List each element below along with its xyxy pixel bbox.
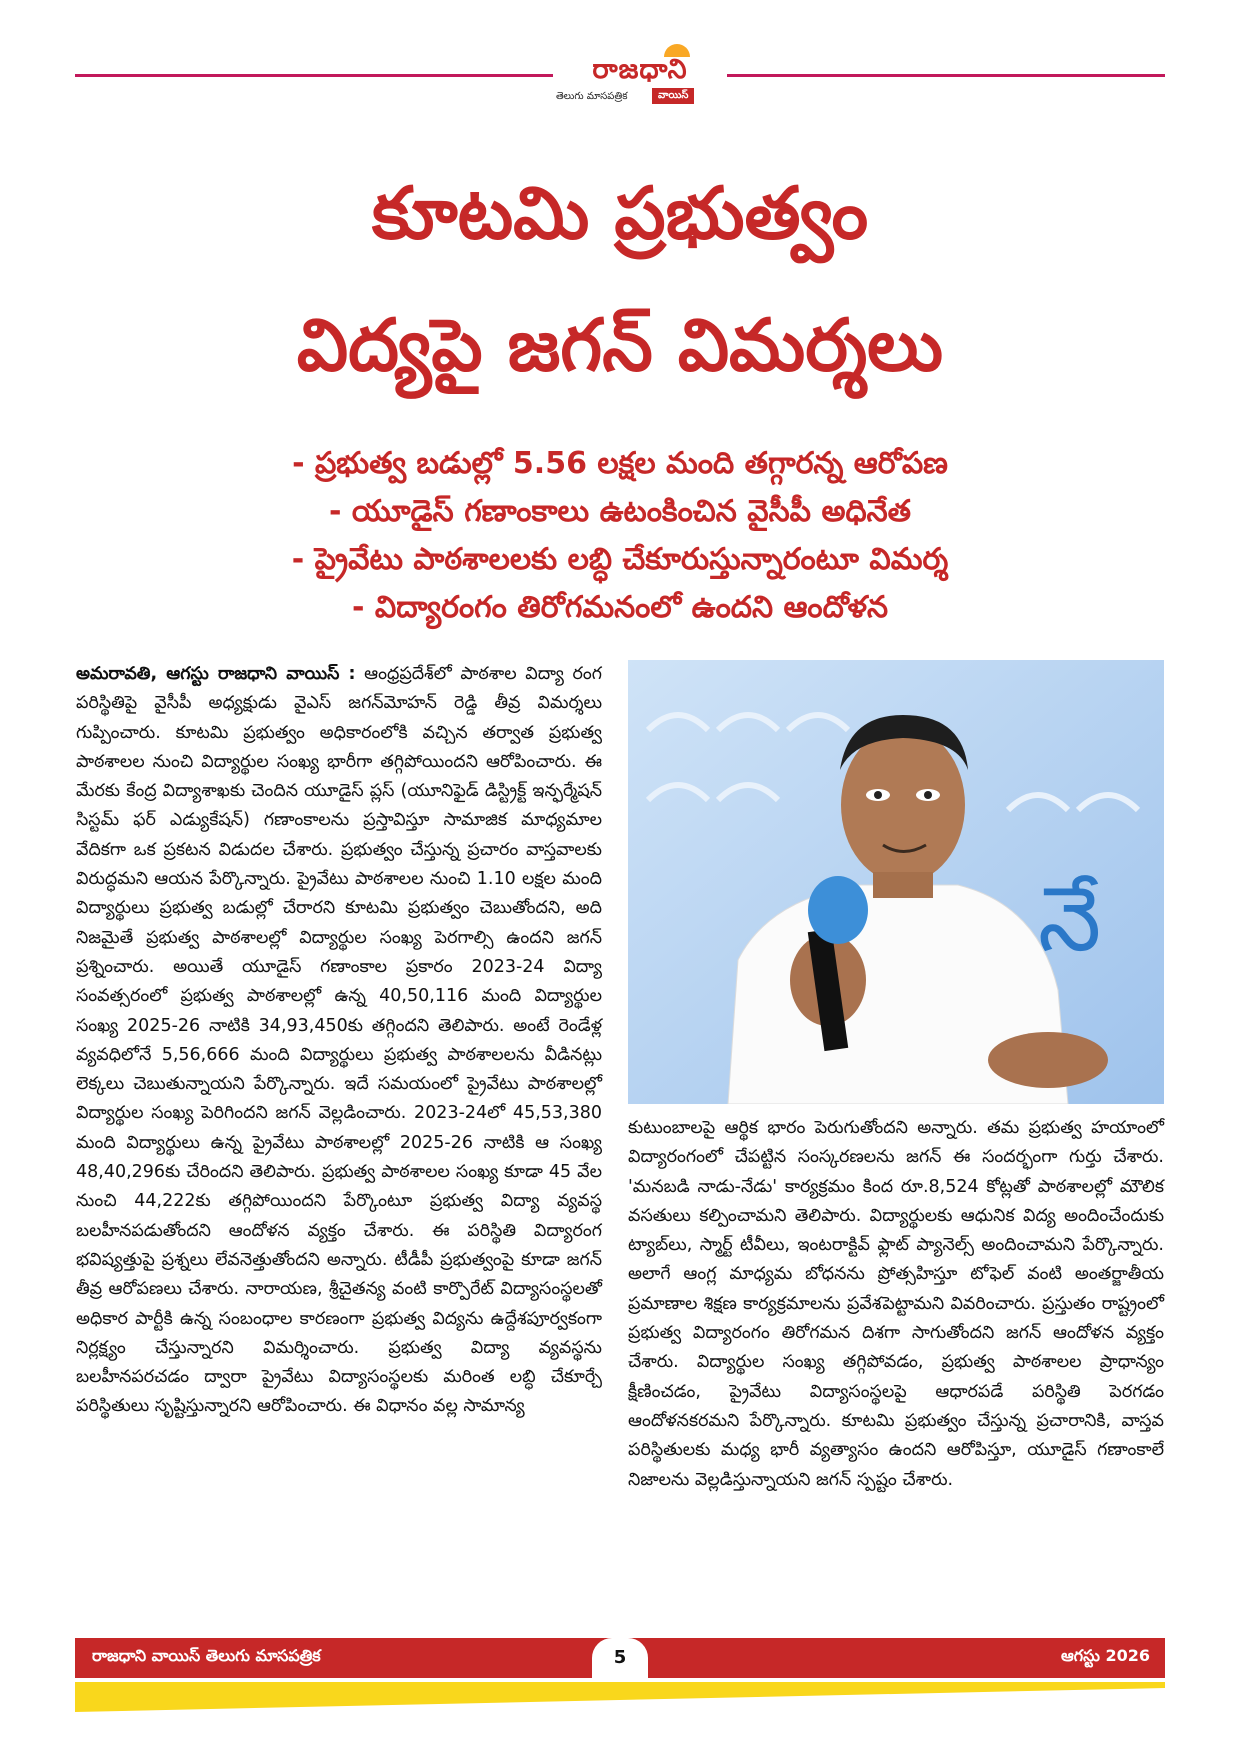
logo-title: రాజధాని	[592, 54, 688, 85]
speaker-photo-icon	[628, 660, 1164, 1104]
subheadline-list	[0, 440, 1240, 632]
header-rule-right	[727, 74, 1165, 77]
svg-text:నే: నే	[1038, 867, 1102, 972]
headline-line-2: విద్యపై జగన్ విమర్శలు	[296, 302, 944, 387]
logo-subtitle: తెలుగు మాసపత్రిక	[556, 91, 628, 102]
speaker-photo	[628, 660, 1164, 1104]
article-column-left	[76, 660, 602, 1422]
page-number: 5	[592, 1638, 648, 1678]
article-column-right	[628, 1114, 1164, 1495]
footer-issue-date: ఆగస్టు 2026	[1061, 1646, 1150, 1665]
dateline: అమరావతి, ఆగస్టు రాజధాని వాయిస్ :	[76, 664, 356, 684]
masthead-logo	[556, 52, 724, 106]
footer-publication: రాజధాని వాయిస్ తెలుగు మాసపత్రిక	[92, 1646, 321, 1665]
subheadline-item: - ప్రైవేటు పాఠశాలలకు లబ్ధి చేకూరుస్తున్నారంటూ విమర్శ	[291, 542, 949, 577]
footer-yellow-band	[75, 1682, 1165, 1712]
subheadline-item: - విద్యారంగం తిరోగమనంలో ఉందని ఆందోళన	[351, 590, 889, 625]
header-rule-left	[75, 74, 553, 77]
subheadline-item: - యూడైస్ గణాంకాలు ఉటంకించిన వైసీపీ అధినేత	[328, 494, 912, 529]
subheadline-item: - ప్రభుత్వ బడుల్లో 5.56 లక్షల మంది తగ్గారన్న ఆరోపణ	[292, 446, 948, 481]
article-body-right: కుటుంబాలపై ఆర్థిక భారం పెరుగుతోందని అన్నారు. తమ ప్రభుత్వ హయాంలో విద్యారంగంలో చేపట్టిన సంస్కరణలను జగన్ ఈ సందర్భంగా గుర్తు చేశారు. 'మనబడి నాడు-నేడు' కార్యక్రమం కింద రూ.8,524 కోట్లతో పాఠశాలల్లో మౌలిక వసతులు కల్పించామని తెలిపారు. విద్యార్థులకు ఆధునిక విద్య అందించేందుకు ట్యాబ్‌లు, స్మార్ట్ టీవీలు, ఇంటరాక్టివ్ ఫ్లాట్ ప్యానెల్స్ అందించామని పేర్కొన్నారు. అలాగే ఆంగ్ల మాధ్యమ బోధనను ప్రోత్సహిస్తూ టోఫెల్ వంటి అంతర్జాతీయ ప్రమాణాల శిక్షణ కార్యక్రమాలను ప్రవేశపెట్టామని వివరించారు. ప్రస్తుతం రాష్ట్రంలో ప్రభుత్వ విద్యారంగం తిరోగమన దిశగా సాగుతోందని జగన్ ఆందోళన వ్యక్తం చేశారు. విద్యార్థుల సంఖ్య తగ్గిపోవడం, ప్రభుత్వ పాఠశాలల ప్రాధాన్యం క్షీణించడం, ప్రైవేటు విద్యాసంస్థలపై ఆధారపడే పరిస్థితి పెరగడం ఆందోళనకరమని పేర్కొన్నారు. కూటమి ప్రభుత్వం చేస్తున్న ప్రచారానికి, వాస్తవ పరిస్థితులకు మధ్య భారీ వ్యత్యాసం ఉందని ఆరోపిస్తూ, యూడైస్ గణాంకాలే నిజాలను వెల్లడిస్తున్నాయని జగన్ స్పష్టం చేశారు.	[628, 1118, 1164, 1490]
logo-tag: వాయిస్	[652, 88, 694, 104]
article-body-left: ఆంధ్రప్రదేశ్‌లో పాఠశాల విద్యా రంగ పరిస్థితిపై వైసీపీ అధ్యక్షుడు వైఎస్ జగన్‌మోహన్ రెడ్డి తీవ్ర విమర్శలు గుప్పించారు. కూటమి ప్రభుత్వం అధికారంలోకి వచ్చిన తర్వాత ప్రభుత్వ పాఠశాలల నుంచి విద్యార్థుల సంఖ్య భారీగా తగ్గిపోయిందని ఆరోపించారు. ఈ మేరకు కేంద్ర విద్యాశాఖకు చెందిన యూడైస్ ప్లస్ (యూనిఫైడ్ డిస్ట్రిక్ట్ ఇన్ఫర్మేషన్ సిస్టమ్ ఫర్ ఎడ్యుకేషన్) గణాంకాలను ప్రస్తావిస్తూ సామాజిక మాధ్యమాల వేదికగా ఒక ప్రకటన విడుదల చేశారు. ప్రభుత్వం చేస్తున్న ప్రచారం వాస్తవాలకు విరుద్ధమని ఆయన పేర్కొన్నారు. ప్రైవేటు పాఠశాలల నుంచి 1.10 లక్షల మంది విద్యార్థులు ప్రభుత్వ బడుల్లో చేరారని కూటమి ప్రభుత్వం చెబుతోందని, అది నిజమైతే ప్రభుత్వ పాఠశాలల్లో విద్యార్థుల సంఖ్య పెరగాల్సి ఉందని జగన్ ప్రశ్నించారు. అయితే యూడైస్ గణాంకాల ప్రకారం 2023-24 విద్యా సంవత్సరంలో ప్రభుత్వ పాఠశాలల్లో ఉన్న 40,50,116 మంది విద్యార్థుల సంఖ్య 2025-26 నాటికి 34,93,450కు తగ్గిందని తెలిపారు. అంటే రెండేళ్ల వ్యవధిలోనే 5,56,666 మంది విద్యార్థులు ప్రభుత్వ పాఠశాలలను వీడినట్లు లెక్కలు చెబుతున్నాయని పేర్కొన్నారు. ఇదే సమయంలో ప్రైవేటు పాఠశాలల్లో విద్యార్థుల సంఖ్య పెరిగిందని జగన్ వెల్లడించారు. 2023-24లో 45,53,380 మంది విద్యార్థులు ఉన్న ప్రైవేటు పాఠశాలల్లో 2025-26 నాటికి ఆ సంఖ్య 48,40,296కు చేరిందని తెలిపారు. ప్రభుత్వ పాఠశాలల సంఖ్య కూడా 45 వేల నుంచి 44,222కు తగ్గిపోయిందని పేర్కొంటూ ప్రభుత్వ విద్యా వ్యవస్థ బలహీనపడుతోందని ఆందోళన వ్యక్తం చేశారు. ఈ పరిస్థితి విద్యారంగ భవిష్యత్తుపై ప్రశ్నలు లేవనెత్తుతోందని అన్నారు. టీడీపీ ప్రభుత్వంపై కూడా జగన్ తీవ్ర ఆరోపణలు చేశారు. నారాయణ, శ్రీచైతన్య వంటి కార్పొరేట్ విద్యాసంస్థలతో అధికార పార్టీకి ఉన్న సంబంధాల కారణంగా ప్రభుత్వ విద్యను ఉద్దేశపూర్వకంగా నిర్లక్ష్యం చేస్తున్నారని విమర్శించారు. ప్రభుత్వ విద్యా వ్యవస్థను బలహీనపరచడం ద్వారా ప్రైవేటు విద్యాసంస్థలకు మరింత లబ్ధి చేకూర్చే పరిస్థితులు సృష్టిస్తున్నారని ఆరోపించారు. ఈ విధానం వల్ల సామాన్య	[76, 664, 602, 1417]
headline-line-1: కూటమి ప్రభుత్వం	[371, 170, 869, 255]
